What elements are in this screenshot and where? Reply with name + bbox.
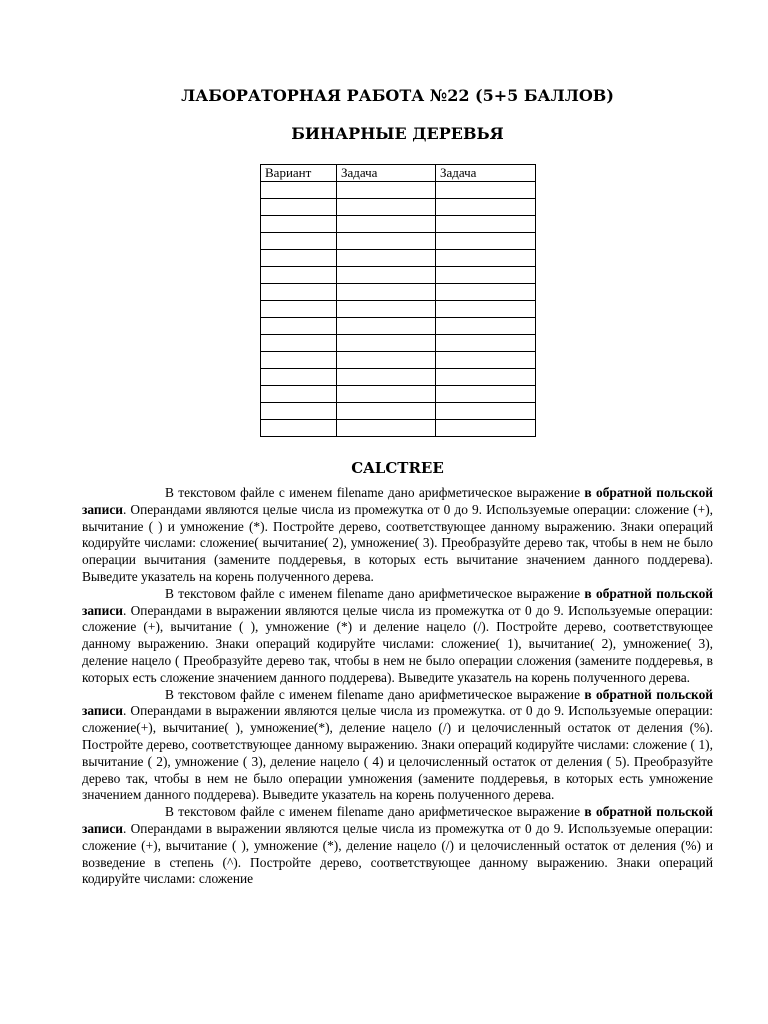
table-header-row: [261, 165, 536, 182]
page-title: ЛАБОРАТОРНАЯ РАБОТА №22 (5+5 БАЛЛОВ): [181, 86, 614, 105]
table-cell: [337, 233, 436, 250]
table-cell: [261, 403, 337, 420]
table-cell: [261, 284, 337, 301]
paragraph-lead: В текстовом файле с именем filename дано арифметическое выражение: [165, 804, 581, 820]
table-cell: [337, 216, 436, 233]
table-row: [261, 199, 536, 216]
table-row: [261, 369, 536, 386]
table-cell: [261, 420, 337, 437]
variant-table: [260, 164, 536, 437]
table-cell: [261, 301, 337, 318]
table-cell: [436, 182, 536, 199]
table-cell: [337, 284, 436, 301]
task-text: [82, 485, 713, 888]
table-cell: [337, 182, 436, 199]
table-row: [261, 233, 536, 250]
table-row: [261, 352, 536, 369]
table-cell: [436, 420, 536, 437]
table-cell: [436, 267, 536, 284]
table-cell: [436, 318, 536, 335]
paragraph-lead: В текстовом файле с именем filename дано арифметическое выражение: [165, 485, 581, 500]
table-cell: [436, 386, 536, 403]
table-row: [261, 335, 536, 352]
table-cell: [337, 199, 436, 216]
column-header-variant: Вариант: [261, 165, 337, 182]
table-cell: [436, 369, 536, 386]
table-cell: [436, 250, 536, 267]
table-cell: [337, 386, 436, 403]
paragraph-bold: в обратной польской записи: [82, 585, 713, 618]
table-cell: [261, 386, 337, 403]
table-cell: [337, 318, 436, 335]
table-cell: [436, 216, 536, 233]
table-cell: [261, 335, 337, 352]
table-cell: [436, 403, 536, 420]
table-row: [261, 420, 536, 437]
table-cell: [337, 301, 436, 318]
paragraph-bold: в обратной польской записи: [82, 485, 713, 517]
section-title: CALCTREE: [351, 459, 444, 477]
table-cell: [337, 267, 436, 284]
table-cell: [261, 369, 337, 386]
task-paragraph: [82, 687, 713, 805]
paragraph-bold: в обратной польской записи: [82, 804, 713, 836]
table-row: [261, 250, 536, 267]
table-cell: [261, 267, 337, 284]
table-row: [261, 182, 536, 199]
table-row: [261, 386, 536, 403]
paragraph-rest: . Операндами в выражении являются целые числа из промежутка. от 0 до 9. Используемые операции: сложение(+), вычитание( ), умножение(*), деление нацело (/) и целочисленный остаток от деления (%). Постройте дерево, соответствующее данному выражению. Знаки операций кодируйте числами: сложение ( 1), вычитание ( 2), умножение ( 3), деление нацело ( 4) и целочисленный остаток от деления ( 5). Преобразуйте дерево так, чтобы в нем не было операции умножения (замените поддеревья, в которых есть умножение значением данного поддерева). Выведите указатель на корень полученного дерева.: [82, 703, 713, 803]
column-header-task-1: Задача: [337, 165, 436, 182]
table-row: [261, 284, 536, 301]
table-cell: [436, 233, 536, 250]
table-cell: [337, 369, 436, 386]
table-row: [261, 216, 536, 233]
task-paragraph: [82, 485, 713, 586]
table-cell: [436, 301, 536, 318]
page-subtitle: БИНАРНЫЕ ДЕРЕВЬЯ: [291, 124, 504, 143]
table-cell: [261, 182, 337, 199]
table-cell: [436, 284, 536, 301]
table-cell: [261, 199, 337, 216]
paragraph-lead: В текстовом файле с именем filename дано арифметическое выражение: [165, 686, 581, 702]
table-cell: [261, 318, 337, 335]
table-cell: [337, 352, 436, 369]
paragraph-rest: . Операндами в выражении являются целые числа из промежутка от 0 до 9. Используемые операции: сложение (+), вычитание ( ), умножение (*) и деление нацело (/). Постройте дерево, соответствующее данному выражению. Знаки операций кодируйте числами: сложение( 1), вычитание( 2), умножение( 3), деление нацело ( Преобразуйте дерево так, чтобы в нем не было операции сложения (замените поддеревья, в которых есть сложение значением данного поддерева). Выведите указатель на корень полученного дерева.: [82, 602, 713, 685]
paragraph-bold: в обратной польской записи: [82, 686, 713, 719]
table-cell: [261, 216, 337, 233]
task-paragraph: [82, 586, 713, 687]
table-cell: [436, 199, 536, 216]
table-cell: [337, 250, 436, 267]
table-cell: [436, 352, 536, 369]
table-body: [261, 182, 536, 437]
paragraph-rest: . Операндами являются целые числа из промежутка от 0 до 9. Используемые операции: сложение (+), вычитание ( ) и умножение (*). Постройте дерево, соответствующее данному выражению. Знаки операций кодируйте числами: сложение( вычитание( 2), умножение( 3). Преобразуйте дерево так, чтобы в нем не было операции вычитания (замените поддеревья, в которых есть вычитание значением данного поддерева). Выведите указатель на корень полученного дерева.: [82, 501, 713, 584]
table-cell: [436, 335, 536, 352]
task-paragraph: [82, 804, 713, 888]
paragraph-lead: В текстовом файле с именем filename дано арифметическое выражение: [165, 585, 581, 601]
table-row: [261, 267, 536, 284]
table-cell: [337, 335, 436, 352]
table-row: [261, 403, 536, 420]
table-cell: [261, 352, 337, 369]
table-row: [261, 301, 536, 318]
column-header-task-2: Задача: [436, 165, 536, 182]
table-row: [261, 318, 536, 335]
table-cell: [261, 233, 337, 250]
table-cell: [337, 403, 436, 420]
table-cell: [337, 420, 436, 437]
paragraph-rest: . Операндами в выражении являются целые числа из промежутка от 0 до 9. Используемые операции: сложение (+), вычитание ( ), умножение (*), деление нацело (/) и целочисленный остаток от деления (%) и возведение в степень (^). Постройте дерево, соответствующее данному выражению. Знаки операций кодируйте числами: сложение: [82, 820, 713, 887]
table-cell: [261, 250, 337, 267]
